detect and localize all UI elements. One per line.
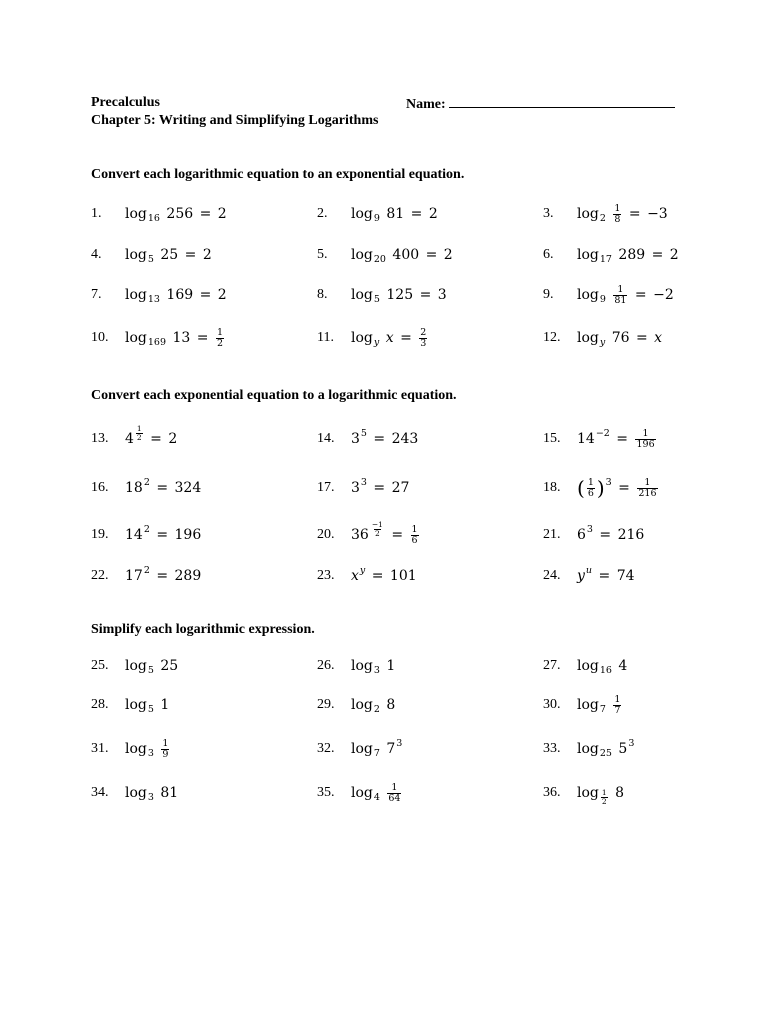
problem-20: [317, 520, 420, 550]
problem-number: 8.: [317, 287, 328, 302]
problem-number: 28.: [91, 697, 109, 712]
exp-equation: 36 $\frac{-1}{2}$ = $\frac{1}{6}$: [351, 519, 418, 546]
problem-number: 29.: [317, 697, 335, 712]
exp-equation: 17 2 = 289: [125, 564, 202, 584]
problem-4: [91, 240, 212, 270]
log-equation: log 9 81 = 2: [351, 206, 438, 224]
exp-equation: 14 −2 = $\frac{1}{196}$: [577, 427, 655, 450]
log-equation: log y 76 = x: [577, 330, 663, 348]
exp-equation: 4 $\frac{1}{2}$ = 2: [125, 423, 178, 447]
problem-number: 24.: [543, 568, 561, 583]
problem-number: 10.: [91, 330, 109, 345]
problem-number: 33.: [543, 741, 561, 756]
log-equation: log 5 25 = 2: [125, 247, 212, 265]
problem-34: [91, 778, 178, 808]
problem-12: [543, 323, 662, 353]
problem-number: 32.: [317, 741, 335, 756]
problem-28: [91, 690, 169, 720]
problem-number: 25.: [91, 658, 109, 673]
log-equation: log y x = $\frac{2}{3}$: [351, 326, 427, 349]
problem-number: 15.: [543, 431, 561, 446]
log-expression: log 16 4: [577, 658, 628, 676]
problem-5: [317, 240, 453, 270]
problem-29: [317, 690, 395, 720]
exp-equation: 3 3 = 27: [351, 476, 410, 496]
exp-equation: 3 5 = 243: [351, 427, 419, 447]
log-expression: log 7 7 3: [351, 737, 403, 759]
log-expression: log 25 5 3: [577, 737, 635, 759]
problem-1: [91, 199, 227, 229]
problem-6: [543, 240, 679, 270]
problem-10: [91, 323, 225, 353]
problem-number: 13.: [91, 431, 109, 446]
name-label: Name:: [406, 97, 446, 112]
problem-8: [317, 280, 447, 310]
problem-3: [543, 199, 668, 229]
log-equation: log 9 $\frac{1}{81}$ = −2: [577, 283, 674, 306]
problem-number: 3.: [543, 206, 554, 221]
exp-equation: ( $\frac{1}{6}$ ) 3 = $\frac{1}{216}$: [577, 476, 657, 500]
problem-number: 17.: [317, 480, 335, 495]
problem-18: [543, 473, 659, 503]
log-expression: log 4 $\frac{1}{64}$: [351, 781, 401, 804]
name-blank-line: [449, 95, 675, 108]
course-title: Precalculus: [91, 95, 160, 110]
log-equation: log 13 169 = 2: [125, 287, 227, 305]
problem-9: [543, 280, 674, 310]
problem-35: [317, 778, 402, 808]
problem-number: 6.: [543, 247, 554, 262]
exp-equation: 18 2 = 324: [125, 476, 202, 496]
problem-22: [91, 561, 201, 591]
log-expression: log 5 25: [125, 658, 179, 676]
problem-number: 20.: [317, 527, 335, 542]
log-expression: log 3 81: [125, 785, 179, 803]
problem-number: 36.: [543, 785, 561, 800]
log-expression: log 5 1: [125, 697, 170, 715]
problem-25: [91, 651, 178, 681]
problem-number: 27.: [543, 658, 561, 673]
problem-number: 9.: [543, 287, 554, 302]
problem-31: [91, 734, 170, 764]
problem-number: 7.: [91, 287, 102, 302]
exp-equation: y u = 74: [577, 564, 635, 584]
problem-13: [91, 424, 177, 454]
problem-14: [317, 424, 418, 454]
problem-19: [91, 520, 201, 550]
problem-number: 18.: [543, 480, 561, 495]
problem-number: 11.: [317, 330, 334, 345]
log-expression: log 3 1: [351, 658, 396, 676]
name-field: [406, 95, 675, 113]
section-heading-exp-to-log: Convert each exponential equation to a logarithmic equation.: [91, 388, 457, 403]
problem-15: [543, 424, 657, 454]
log-equation: log 2 $\frac{1}{8}$ = −3: [577, 202, 668, 225]
log-expression: log 2 8: [351, 697, 396, 715]
exp-equation: 6 3 = 216: [577, 523, 645, 543]
log-expression: log $\frac{1}{2}$ 8: [577, 785, 625, 806]
problem-number: 22.: [91, 568, 109, 583]
problem-33: [543, 734, 634, 764]
problem-number: 34.: [91, 785, 109, 800]
problem-number: 30.: [543, 697, 561, 712]
problem-21: [543, 520, 644, 550]
problem-16: [91, 473, 201, 503]
problem-24: [543, 561, 635, 591]
problem-number: 35.: [317, 785, 335, 800]
problem-number: 2.: [317, 206, 328, 221]
log-equation: log 17 289 = 2: [577, 247, 679, 265]
log-expression: log 3 $\frac{1}{9}$: [125, 737, 169, 760]
problem-number: 26.: [317, 658, 335, 673]
problem-number: 4.: [91, 247, 102, 262]
problem-23: [317, 561, 417, 591]
problem-number: 1.: [91, 206, 102, 221]
log-expression: log 7 $\frac{1}{7}$: [577, 693, 621, 716]
chapter-title: Chapter 5: Writing and Simplifying Logarithms: [91, 113, 379, 128]
log-equation: log 20 400 = 2: [351, 247, 453, 265]
problem-36: [543, 778, 624, 808]
section-heading-log-to-exp: Convert each logarithmic equation to an exponential equation.: [91, 167, 465, 182]
problem-number: 19.: [91, 527, 109, 542]
exp-equation: 14 2 = 196: [125, 523, 202, 543]
problem-32: [317, 734, 402, 764]
problem-7: [91, 280, 227, 310]
problem-number: 12.: [543, 330, 561, 345]
problem-26: [317, 651, 395, 681]
problem-number: 21.: [543, 527, 561, 542]
problem-number: 14.: [317, 431, 335, 446]
problem-30: [543, 690, 622, 720]
log-equation: log 169 13 = $\frac{1}{2}$: [125, 326, 223, 349]
exp-equation: x y = 101: [351, 564, 417, 584]
problem-number: 23.: [317, 568, 335, 583]
problem-number: 31.: [91, 741, 109, 756]
problem-number: 5.: [317, 247, 328, 262]
problem-11: [317, 323, 428, 353]
problem-17: [317, 473, 409, 503]
problem-2: [317, 199, 438, 229]
log-equation: log 5 125 = 3: [351, 287, 447, 305]
problem-27: [543, 651, 627, 681]
problem-number: 16.: [91, 480, 109, 495]
log-equation: log 16 256 = 2: [125, 206, 227, 224]
section-heading-simplify: Simplify each logarithmic expression.: [91, 622, 315, 637]
